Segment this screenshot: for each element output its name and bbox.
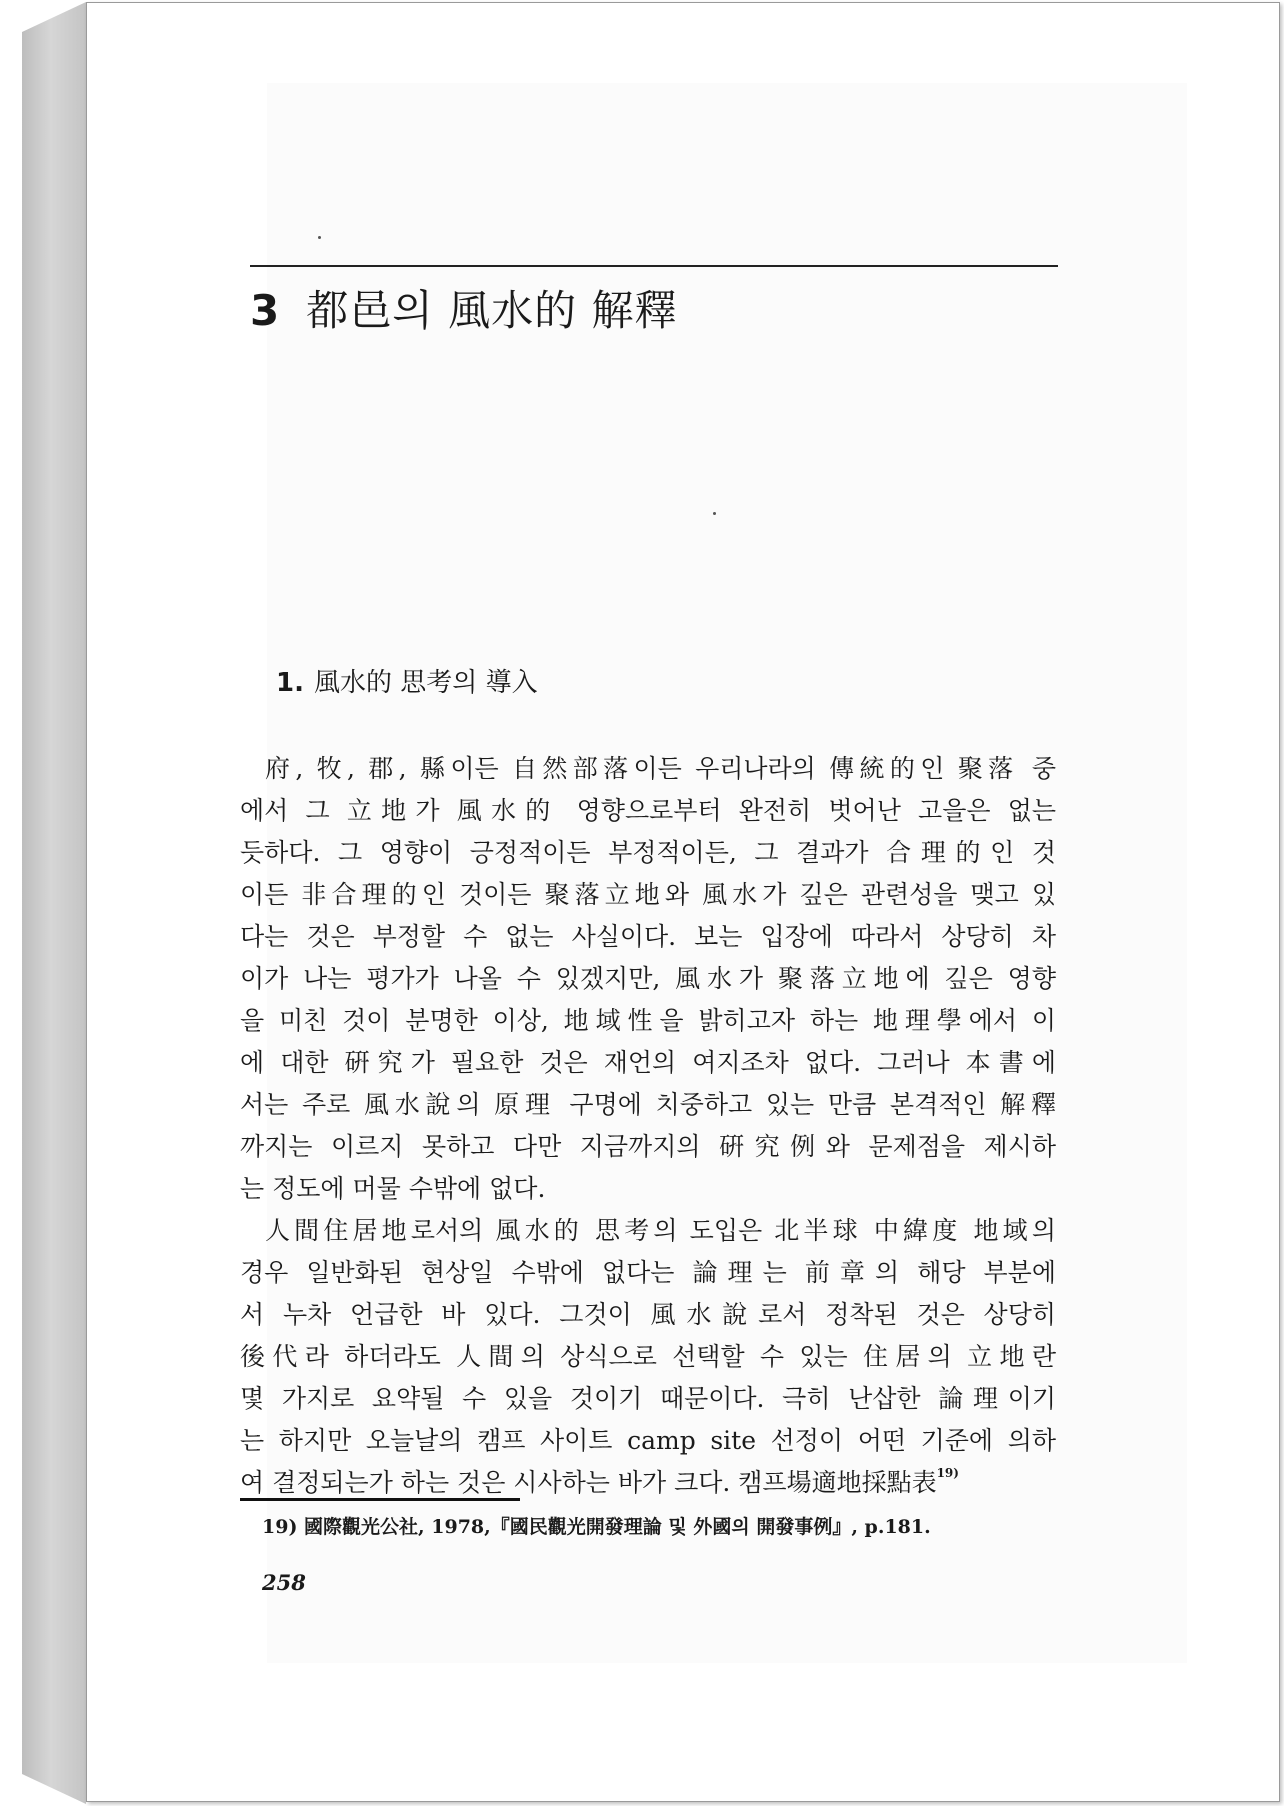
- section-heading: [276, 662, 976, 699]
- body-line: 듯하다. 그 영향이 긍정적이든 부정적이든, 그 결과가 合理的인 것: [240, 838, 1056, 867]
- body-line-text: 여 결정되는가 하는 것은 시사하는 바가 크다. 캠프場適地採點表: [240, 1468, 937, 1497]
- page-number: 258: [262, 1570, 306, 1595]
- body-line: 는 하지만 오늘날의 캠프 사이트 camp site 선정이 어떤 기준에 의하: [240, 1426, 1056, 1455]
- body-line: 을 미친 것이 분명한 이상, 地域性을 밝히고자 하는 地理學에서 이: [240, 1006, 1056, 1035]
- body-line: 人間住居地로서의 風水的 思考의 도입은 北半球 中緯度 地域의: [265, 1216, 1056, 1245]
- print-speck: [713, 512, 716, 515]
- body-line: 경우 일반화된 현상일 수밖에 없다는 論理는 前章의 해당 부분에: [240, 1258, 1056, 1287]
- body-line: 는 정도에 머물 수밖에 없다.: [240, 1174, 546, 1203]
- footnote: 19) 國際觀光公社, 1978,『國民觀光開發理論 및 外國의 開發事例』, p.181.: [262, 1516, 931, 1538]
- footnote-marker[interactable]: 19): [936, 1466, 959, 1480]
- chapter-title: 都邑의 風水的 解釋: [306, 286, 678, 335]
- footnote-rule: [240, 1498, 520, 1501]
- body-line: 後代라 하더라도 人間의 상식으로 선택할 수 있는 住居의 立地란: [240, 1342, 1056, 1371]
- body-line: 이가 나는 평가가 나올 수 있겠지만, 風水가 聚落立地에 깊은 영향: [240, 964, 1056, 993]
- body-text: [240, 748, 1056, 1504]
- body-line: 다는 것은 부정할 수 없는 사실이다. 보는 입장에 따라서 상당히 차: [240, 922, 1056, 951]
- body-line: 까지는 이르지 못하고 다만 지금까지의 硏究例와 문제점을 제시하: [240, 1132, 1056, 1161]
- body-line: 서는 주로 風水說의 原理 구명에 치중하고 있는 만큼 본격적인 解釋: [240, 1090, 1056, 1119]
- print-speck: [318, 236, 321, 239]
- section-title: 風水的 思考의 導入: [313, 668, 538, 698]
- body-line: 서 누차 언급한 바 있다. 그것이 風水說로서 정착된 것은 상당히: [240, 1300, 1056, 1329]
- chapter-number: 3: [250, 286, 281, 335]
- section-number: 1.: [276, 668, 304, 698]
- body-line: 府, 牧, 郡, 縣이든 自然部落이든 우리나라의 傳統的인 聚落 중: [265, 754, 1056, 783]
- body-line: 이든 非合理的인 것이든 聚落立地와 風水가 깊은 관련성을 맺고 있: [240, 880, 1056, 909]
- body-line: 에서 그 立地가 風水的 영향으로부터 완전히 벗어난 고을은 없는: [240, 796, 1056, 825]
- chapter-heading: [250, 278, 1070, 338]
- body-line: 몇 가지로 요약될 수 있을 것이기 때문이다. 극히 난삽한 論理이기: [240, 1384, 1056, 1413]
- book-spine: [22, 2, 86, 1804]
- body-line: 에 대한 硏究가 필요한 것은 재언의 여지조차 없다. 그러나 本書에: [240, 1048, 1056, 1077]
- chapter-rule: [250, 265, 1058, 267]
